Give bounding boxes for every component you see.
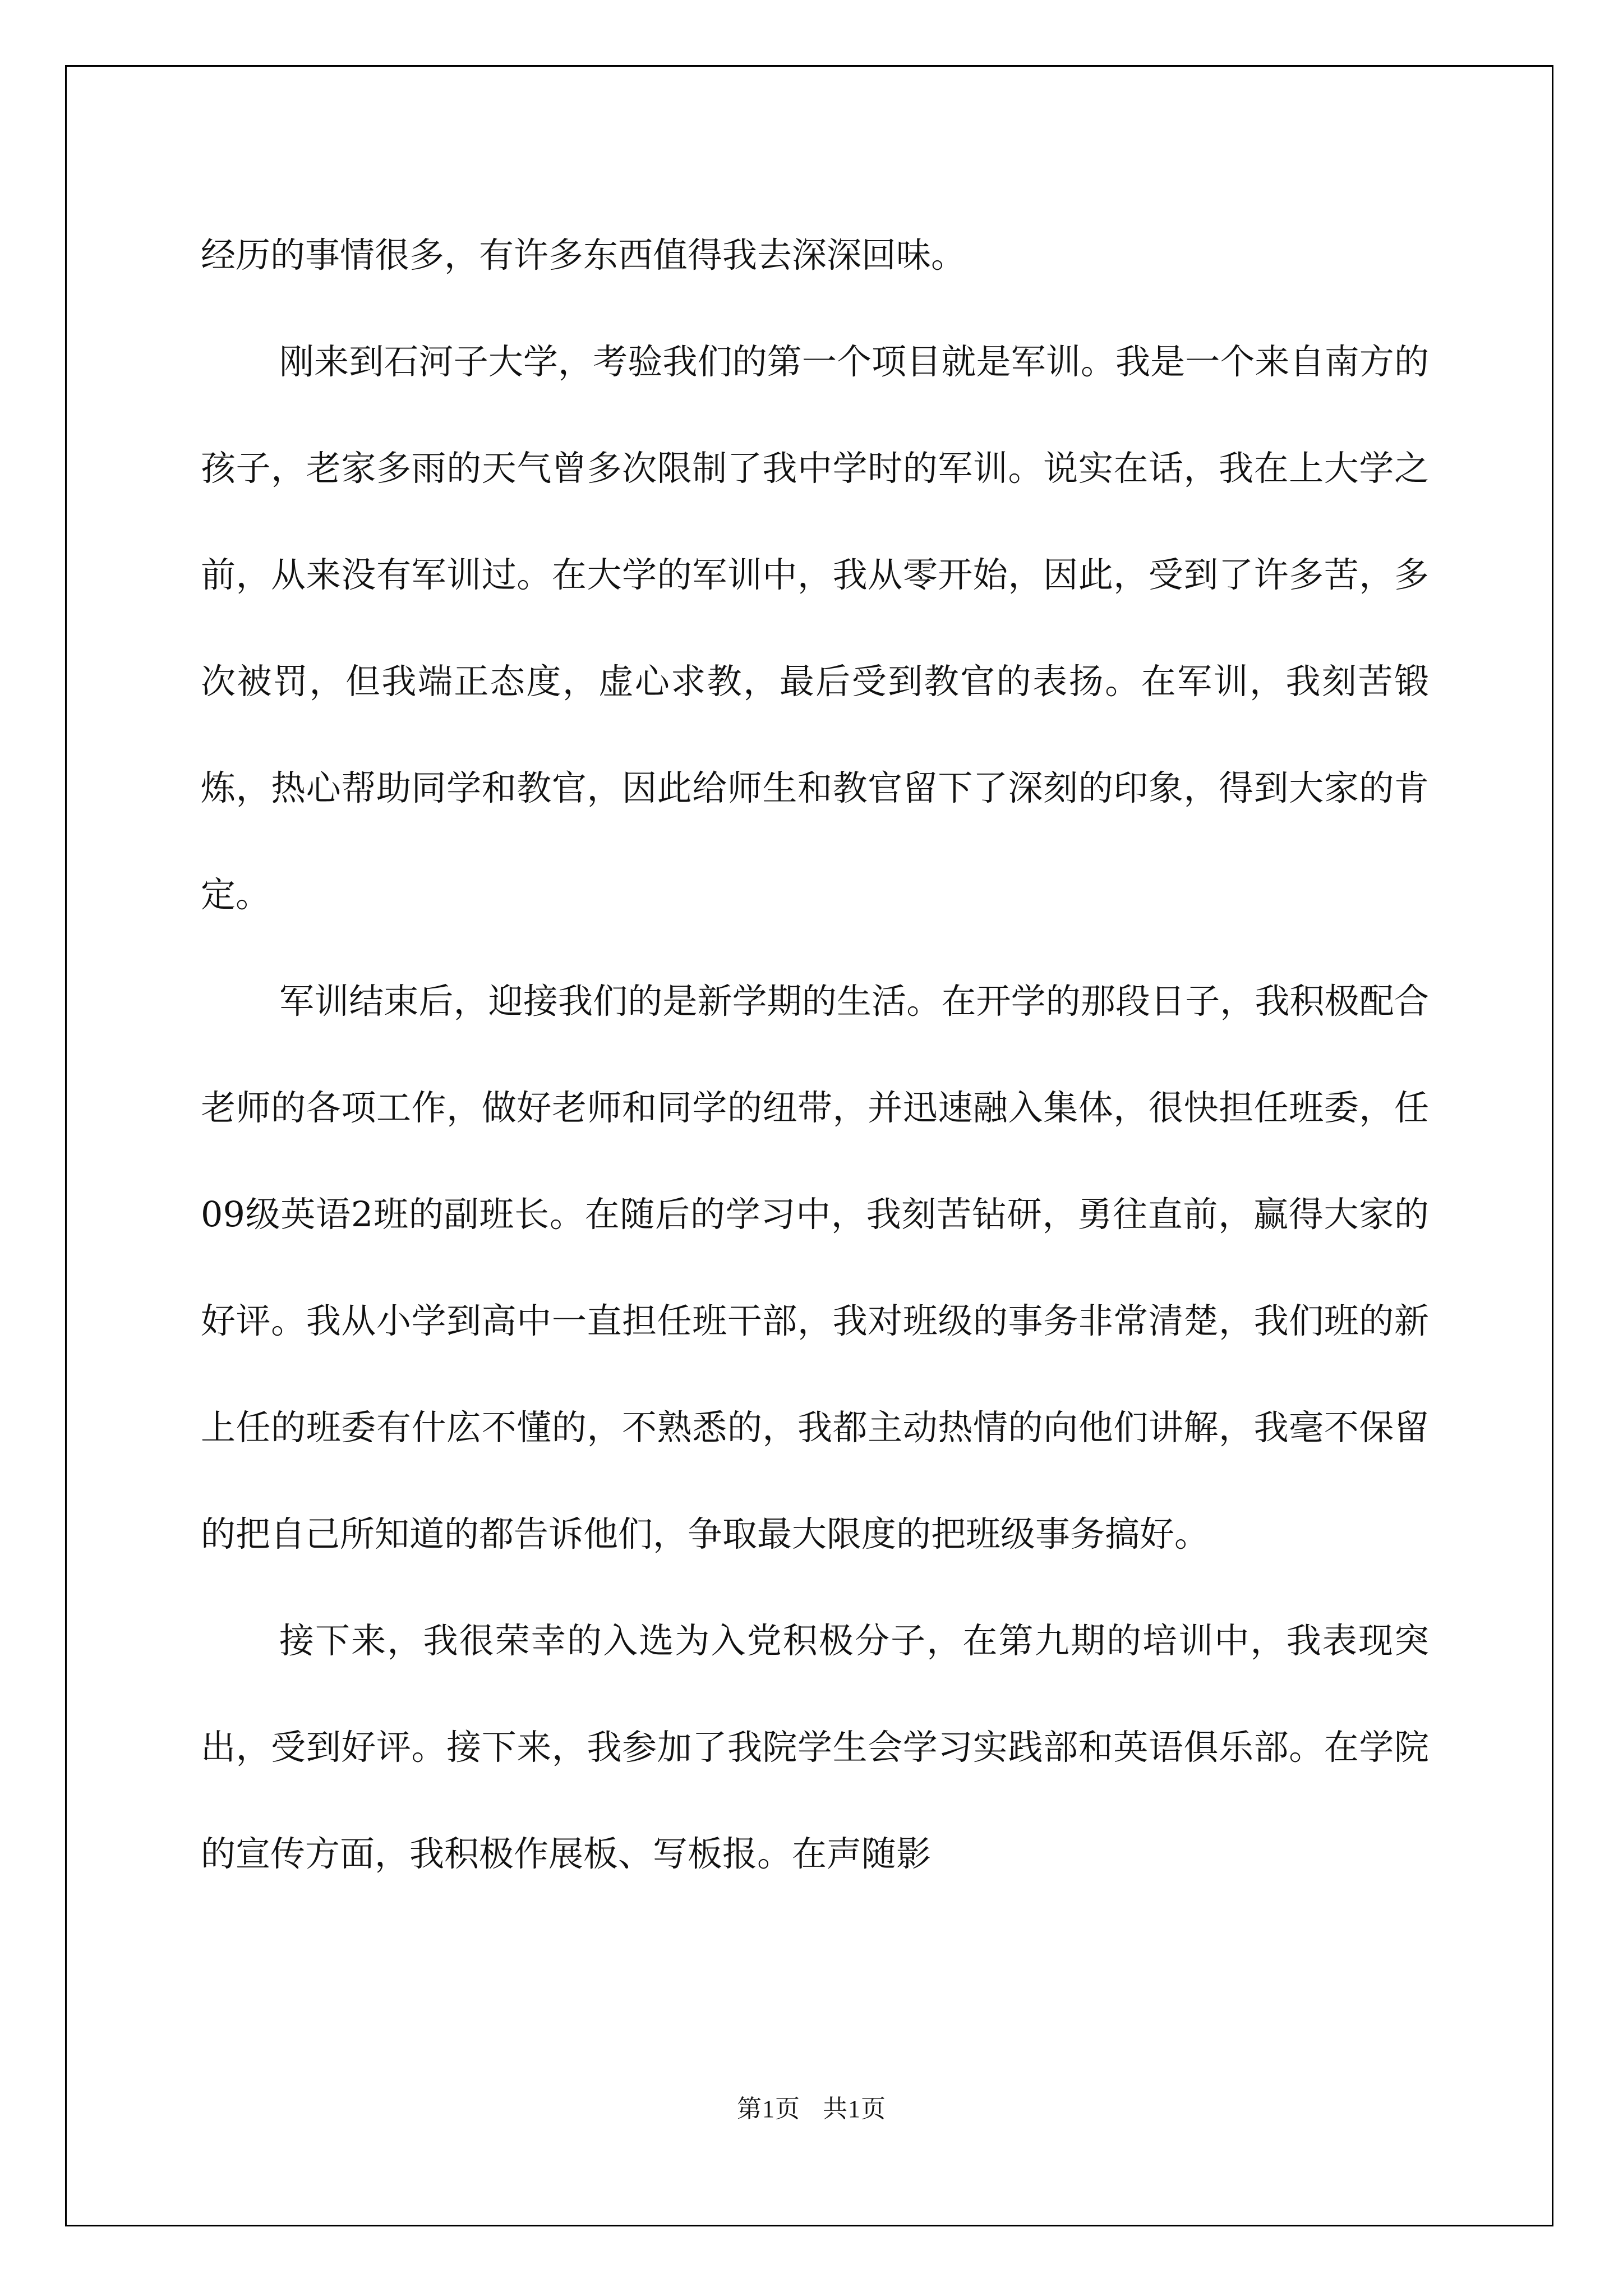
document-body xyxy=(201,202,1429,1907)
page-number: 第1页 xyxy=(737,2095,800,2123)
paragraph-2: 刚来到石河子大学，考验我们的第一个项目就是军训。我是一个来自南方的孩子，老家多雨的天气曾多次限制了我中学时的军训。说实在话，我在上大学之前，从来没有军训过。在大学的军训中，我从零开始，因此，受到了许多苦，多次被罚，但我端正态度，虚心求教，最后受到教官的表扬。在军训，我刻苦锻炼，热心帮助同学和教官，因此给师生和教官留下了深刻的印象，得到大家的肯定。 xyxy=(201,341,1429,915)
paragraph-4: 接下来，我很荣幸的入选为入党积极分子，在第九期的培训中，我表现突出，受到好评。接下来，我参加了我院学生会学习实践部和英语俱乐部。在学院的宣传方面，我积极作展板、写板报。在声随影 xyxy=(201,1620,1429,1874)
paragraph-1: 经历的事情很多，有许多东西值得我去深深回味。 xyxy=(201,234,966,275)
paragraph-3: 军训结束后，迎接我们的是新学期的生活。在开学的那段日子，我积极配合老师的各项工作，做好老师和同学的纽带，并迅速融入集体，很快担任班委，任09级英语2班的副班长。在随后的学习中，我刻苦钻研，勇往直前，赢得大家的好评。我从小学到高中一直担任班干部，我对班级的事务非常清楚，我们班的新上任的班委有什庅不懂的，不熟悉的，我都主动热情的向他们讲解，我毫不保留的把自己所知道的都告诉他们，争取最大限度的把班级事务搞好。 xyxy=(201,981,1429,1554)
page-footer xyxy=(0,2088,1623,2124)
page-total: 共1页 xyxy=(823,2095,886,2123)
